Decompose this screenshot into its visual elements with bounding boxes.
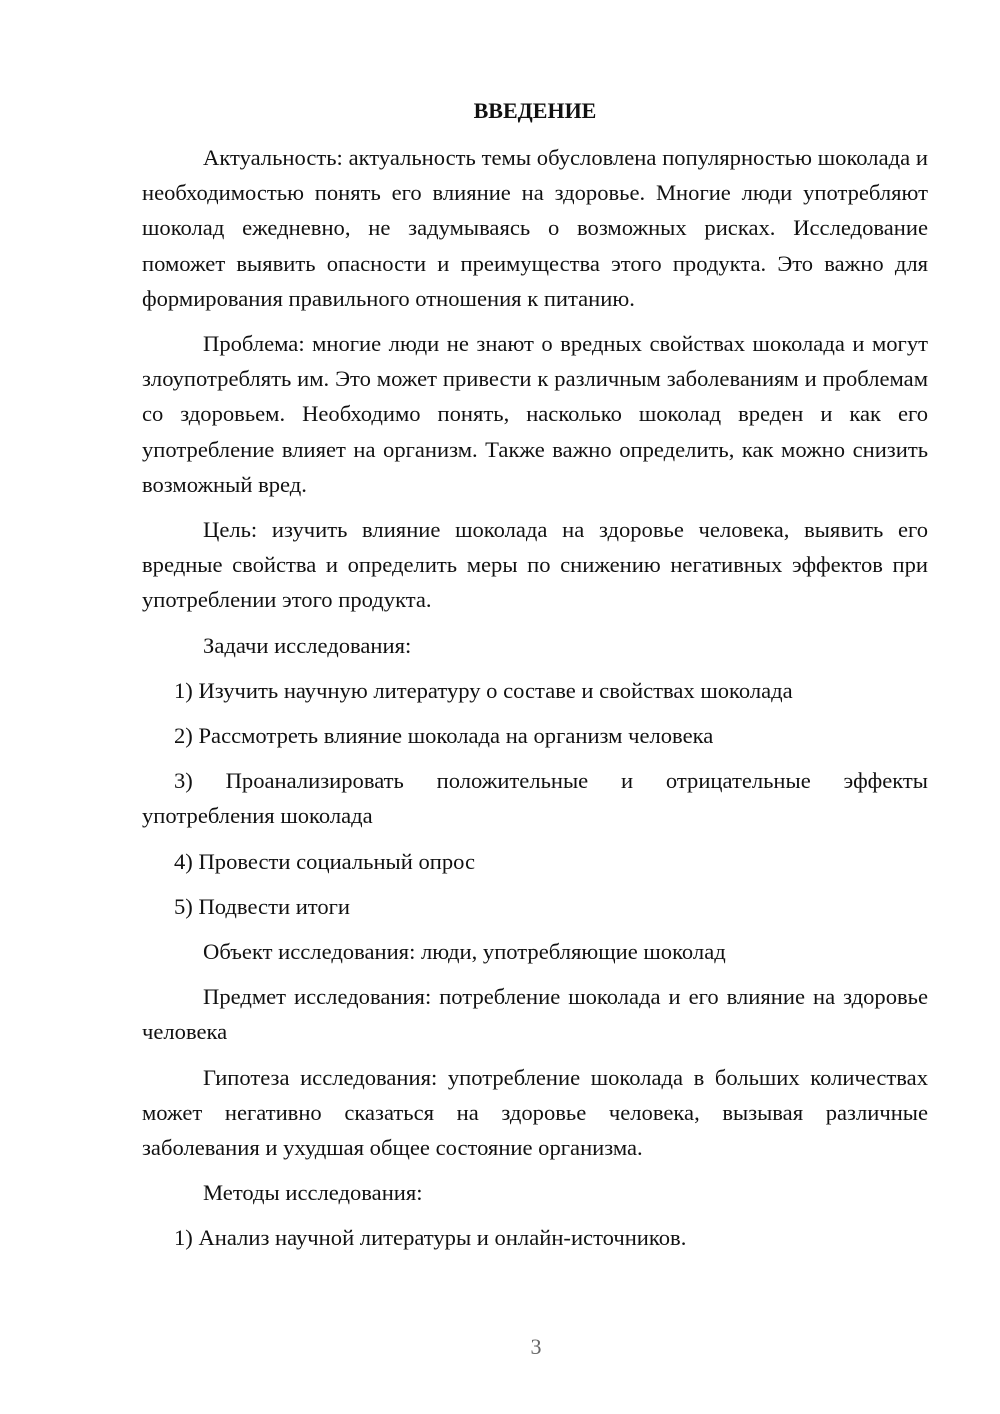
object-paragraph: Объект исследования: люди, употребляющие шоколад (203, 939, 726, 965)
task-item: 4) Провести социальный опрос (174, 848, 476, 874)
document-page (142, 96, 928, 1266)
task-item: 2) Рассмотреть влияние шоколада на организм человека (174, 723, 714, 749)
method-item: 1) Анализ научной литературы и онлайн-источников. (174, 1225, 687, 1251)
subject-paragraph: Предмет исследования: потребление шоколада и его влияние на здоровье человека (142, 984, 928, 1045)
task-item: 1) Изучить научную литературу о составе и свойствах шоколада (174, 677, 793, 703)
task-item: 5) Подвести итоги (174, 893, 351, 919)
page-number: 3 (530, 1334, 542, 1359)
section-heading: ВВЕДЕНИЕ (473, 98, 597, 123)
relevance-paragraph: Актуальность: актуальность темы обусловлена популярностью шоколада и необходимостью понять его влияние на здоровье. Многие люди употребляют шоколад ежедневно, не задумываясь о возможных рисках. Исследование поможет выявить опасности и преимущества этого продукта. Это важно для формирования правильного отношения к питанию. (142, 145, 928, 311)
tasks-title: Задачи исследования: (203, 632, 412, 658)
problem-paragraph: Проблема: многие люди не знают о вредных свойствах шоколада и могут злоупотреблять им. Это может привести к различным заболеваниям и проблемам со здоровьем. Необходимо понять, насколько шоколад вреден и как его употребление влияет на организм. Также важно определить, как можно снизить возможный вред. (142, 331, 928, 497)
methods-title: Методы исследования: (203, 1180, 423, 1206)
goal-paragraph: Цель: изучить влияние шоколада на здоровье человека, выявить его вредные свойства и определить меры по снижению негативных эффектов при употреблении этого продукта. (142, 517, 928, 613)
hypothesis-paragraph: Гипотеза исследования: употребление шоколада в больших количествах может негативно сказаться на здоровье человека, вызывая различные заболевания и ухудшая общее состояние организма. (142, 1064, 928, 1161)
task-item: 3) Проанализировать положительные и отрицательные эффекты употребления шоколада (142, 768, 928, 829)
